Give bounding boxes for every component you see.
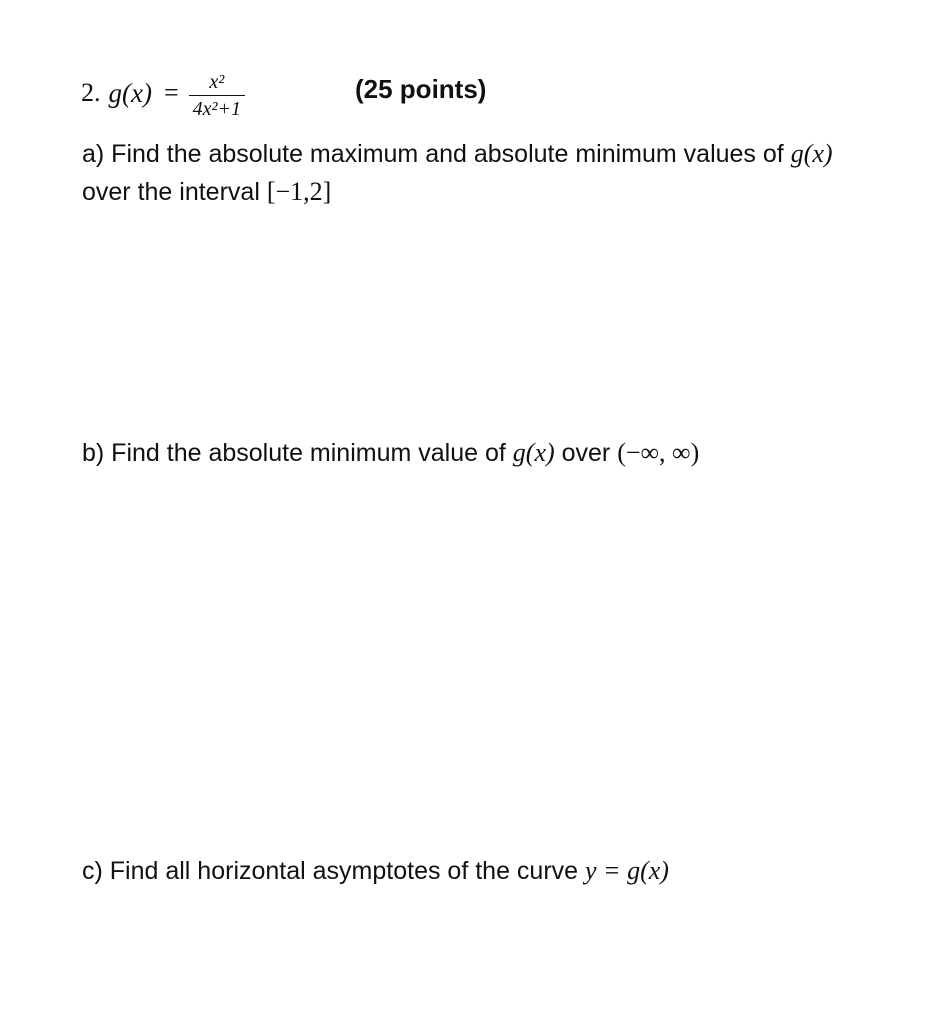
part-a-line-2 <box>82 173 833 211</box>
part-a-text: a) Find the absolute maximum and absolute minimum values of <box>82 140 784 168</box>
part-c-text: c) Find all horizontal asymptotes of the curve <box>82 857 579 885</box>
problem-number: 2. <box>81 78 101 107</box>
fraction-numerator: x² <box>209 70 225 93</box>
part-b-text: b) Find the absolute minimum value of <box>82 439 506 467</box>
part-a-interval-text: over the interval <box>82 178 260 206</box>
part-b-function: g(x) <box>512 438 555 467</box>
points-label: (25 points) <box>355 74 487 104</box>
part-c-equation: y = g(x) <box>585 856 669 885</box>
part-a-line-1 <box>82 135 833 173</box>
function-name: g(x) <box>108 77 152 108</box>
question-part-c <box>82 852 669 890</box>
fraction-denominator: 4x²+1 <box>189 95 245 119</box>
function-fraction <box>189 72 245 119</box>
part-b-over-text: over <box>561 439 611 467</box>
question-part-a <box>82 135 833 211</box>
problem-header <box>81 62 245 124</box>
part-a-function: g(x) <box>790 139 833 168</box>
question-part-b <box>82 434 699 472</box>
part-b-interval: (−∞, ∞) <box>617 438 700 467</box>
part-a-interval: [−1,2] <box>266 177 332 206</box>
equals-sign: = <box>163 78 179 107</box>
